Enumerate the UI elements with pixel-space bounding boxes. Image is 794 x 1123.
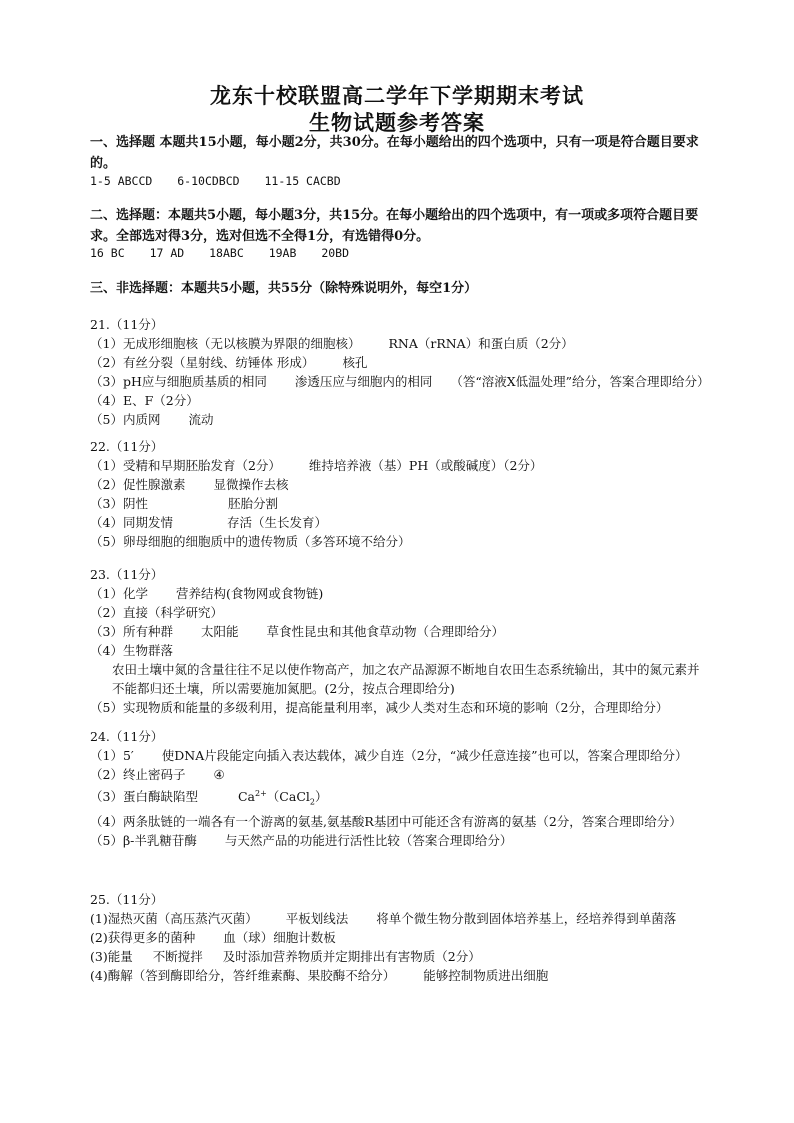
question-25 (90, 890, 710, 985)
answer-line: （5）实现物质和能量的多级利用，提高能量利用率，减少人类对生态和环境的影响（2分，合理即给分） (90, 700, 669, 715)
question-22 (90, 437, 710, 551)
answer-line: （2）有丝分裂（星射线、纺锤体 形成） 核孔 (90, 355, 368, 370)
answer-line: （2）促性腺激素 显微操作去核 (90, 477, 289, 492)
page-title: 龙东十校联盟高二学年下学期期末考试 (210, 83, 584, 108)
answer-group: 6-10CDBCD (177, 174, 240, 188)
answer-line: （3）所有种群 太阳能 草食性昆虫和其他食草动物（合理即给分） (90, 624, 504, 639)
answer-group: 1-5 ABCCD (90, 174, 153, 188)
section2-answers (90, 246, 367, 260)
question-header: 23.（11分） (90, 567, 164, 582)
answer-group: 16 BC (90, 246, 125, 260)
answer-line: （1）5′ 使DNA片段能定向插入表达载体，减少自连（2分，“减少任意连接”也可以，答案合理即给分） (90, 748, 688, 763)
answer-line: （1）化学 营养结构(食物网或食物链) (90, 586, 324, 601)
answer-line: （4）生物群落农田土壤中氮的含量往往不足以使作物高产，加之农产品源源不断地自农田生态系统输出，其中的氮元素并不能都归还土壤，所以需要施加氮肥。(2分，按点合理即给分) (90, 643, 700, 696)
answer-line: （4）E、F（2分） (90, 393, 199, 408)
section1-heading: 一、选择题 本题共15小题，每小题2分，共30分。在每小题给出的四个选项中，只有一项是符合题目要求的。 (90, 135, 699, 171)
answer-line: (1)湿热灭菌（高压蒸汽灭菌） 平板划线法 将单个微生物分散到固体培养基上，经培养得到单菌落 (90, 911, 677, 926)
section1-answers (90, 174, 359, 188)
page-subtitle: 生物试题参考答案 (309, 110, 485, 135)
answer-group: 18ABC (209, 246, 244, 260)
answer-line: (2)获得更多的菌种 血（球）细胞计数板 (90, 930, 336, 945)
answer-group: 19AB (268, 246, 297, 260)
answer-group: 11-15 CACBD (264, 174, 341, 188)
answer-line: （5）内质网 流动 (90, 412, 214, 427)
question-21 (90, 315, 710, 429)
answer-line: （3）pH应与细胞质基质的相同 渗透压应与细胞内的相同 （答“溶液X低温处理”给分，答案合理即给分） (90, 374, 710, 389)
answer-group: 20BD (321, 246, 350, 260)
answer-line: (3)能量 不断搅拌 及时添加营养物质并定期排出有害物质（2分） (90, 949, 481, 964)
question-header: 22.（11分） (90, 439, 164, 454)
answer-line: （5）卵母细胞的细胞质中的遗传物质（多答环境不给分） (90, 534, 411, 549)
answer-line: （2）终止密码子 ④ (90, 767, 225, 782)
answer-line: （3）蛋白酶缺陷型 $Ca^{2+}(CaCl_2)$ (90, 789, 328, 807)
answer-line: （4）两条肽链的一端各有一个游离的氨基,氨基酸R基团中可能还含有游离的氨基（2分，答案合理即给分） (90, 813, 682, 829)
question-header: 25.（11分） (90, 892, 164, 907)
question-header: 21.（11分） (90, 317, 164, 332)
answer-line: （1）受精和早期胚胎发育（2分） 维持培养液（基）PH（或酸碱度）（2分） (90, 458, 543, 473)
section2-heading: 二、选择题：本题共5小题，每小题3分，共15分。在每小题给出的四个选项中，有一项或多项符合题目要求。全部选对得3分，选对但选不全得1分，有选错得0分。 (90, 208, 699, 244)
answer-line: （2）直接（科学研究） (90, 605, 223, 620)
answer-line: (4)酶解（答到酶即给分，答纤维素酶、果胶酶不给分） 能够控制物质进出细胞 (90, 968, 549, 983)
answer-line: （5）β-半乳糖苷酶 与天然产品的功能进行活性比较（答案合理即给分） (90, 832, 513, 848)
question-23 (90, 565, 710, 717)
section3-heading: 三、非选择题：本题共5小题，共55分（除特殊说明外，每空1分） (90, 281, 478, 296)
question-24 (90, 727, 710, 850)
answer-group: 17 AD (149, 246, 185, 260)
answer-line: （4）同期发情 存活（生长发育） (90, 515, 327, 530)
question-header: 24.（11分） (90, 729, 164, 744)
answer-line: （1）无成形细胞核（无以核膜为界限的细胞核） RNA（rRNA）和蛋白质（2分） (90, 336, 574, 351)
answer-line: （3）阴性 胚胎分割 (90, 496, 278, 511)
